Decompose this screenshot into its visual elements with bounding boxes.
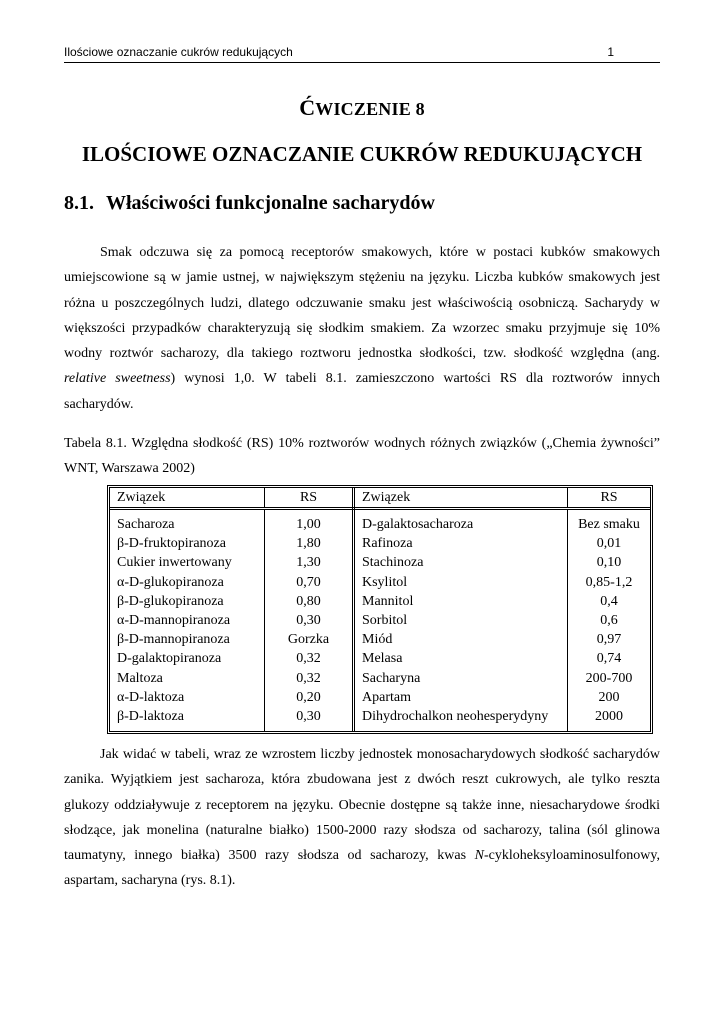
table-header-compound-left: Związek xyxy=(110,488,265,509)
table-cell: 200 xyxy=(598,689,620,705)
paragraph-intro-text-a: Smak odczuwa się za pomocą receptorów smakowych, które w postaci kubków smakowych umiejscowione są w jamie ustnej, w największym stężeniu na języku. Liczba kubków smakowych jest różna u poszczególnych ludzi, dlatego odczuwanie smaku jest właściwością osobniczą. Sacharydy w większości przypadków charakteryzują się słodkim smakiem. Za wzorzec smaku przyjmuje się 10% wodny roztwór sacharozy, dla takiego roztworu jednostka słodkości, tzw. słodkość względna (ang. xyxy=(64,245,660,362)
right-compound-column xyxy=(354,509,568,732)
table-cell: Maltoza xyxy=(117,670,163,686)
table-caption: Tabela 8.1. Względna słodkość (RS) 10% roztworów wodnych różnych związków („Chemia żywności” WNT, Warszawa 2002) xyxy=(64,436,660,476)
table-cell: Mannitol xyxy=(362,593,414,609)
table-cell: β-D-laktoza xyxy=(117,708,184,724)
table-cell: α-D-glukopiranoza xyxy=(117,574,224,590)
left-compound-column xyxy=(110,509,265,732)
section-title: Właściwości funkcjonalne sacharydów xyxy=(106,192,435,214)
table-cell: Gorzka xyxy=(287,632,330,648)
chapter-heading xyxy=(64,96,660,121)
table-cell: 0,32 xyxy=(296,670,321,686)
paragraph-discussion-text-a: Jak widać w tabeli, wraz ze wzrostem liczby jednostek monosacharydowych słodkość sacharydów zanika. Wyjątkiem jest sacharoza, która zbudowana jest z dwóch reszt cukrowych, ale tylko reszta glukozy oddziaływuje z receptorem na języku. Obecnie dostępne są także inne, niesacharydowe środki słodzące, jak monelina (naturalne białko) 1500-2000 razy słodsza od sacharozy, talina (sól glinowa taumatyny, innego białka) 3500 razy słodsza od sacharozy, kwas xyxy=(64,747,660,864)
paragraph-intro-text-b: ) wynosi 1,0. W tabeli 8.1. zamieszczono wartości RS dla roztworów innych sacharydów. xyxy=(64,371,660,412)
table-cell: 0,74 xyxy=(596,651,622,667)
right-rs-column xyxy=(568,509,651,732)
table-cell: 1,00 xyxy=(296,517,321,532)
paragraph-discussion xyxy=(64,742,660,894)
table-cell: 0,85-1,2 xyxy=(585,574,633,590)
table-cell: 1,80 xyxy=(296,536,321,552)
document-title: ILOŚCIOWE OZNACZANIE CUKRÓW REDUKUJĄCYCH xyxy=(81,142,643,166)
running-header-title: Ilościowe oznaczanie cukrów redukujących xyxy=(64,45,293,59)
table-header-compound-right: Związek xyxy=(354,488,568,509)
table-cell: 2000 xyxy=(595,708,623,724)
table-cell: β-D-fruktopiranoza xyxy=(117,536,226,552)
table-cell: 0,32 xyxy=(296,651,321,667)
table-cell: 0,01 xyxy=(596,536,622,552)
table-cell: Apartam xyxy=(362,689,411,705)
table-cell: α-D-laktoza xyxy=(117,689,185,705)
table-cell: 0,70 xyxy=(296,574,321,590)
table-cell: Cukier inwertowany xyxy=(117,555,232,571)
table-cell: 0,20 xyxy=(296,689,321,705)
table-cell: Sorbitol xyxy=(362,612,408,628)
table-cell: β-D-mannopiranoza xyxy=(117,632,230,648)
table-cell: Sacharoza xyxy=(117,517,175,532)
table-cell: α-D-mannopiranoza xyxy=(117,612,231,628)
table-header-rs-right: RS xyxy=(568,488,651,509)
table-header-row xyxy=(110,488,650,509)
table-cell: 0,30 xyxy=(296,708,321,724)
paragraph-intro-italic: relative sweetness xyxy=(64,371,171,387)
table-cell: Bez smaku xyxy=(578,517,640,532)
table-cell: 0,30 xyxy=(296,612,321,628)
table-header-rs-left: RS xyxy=(265,488,354,509)
table-cell: 0,6 xyxy=(600,612,618,628)
table-cell: D-galaktopiranoza xyxy=(117,651,222,667)
paragraph-intro xyxy=(64,240,660,417)
paragraph-discussion-text-b: -cykloheksyloaminosulfonowy, aspartam, sacharyna (rys. 8.1). xyxy=(64,848,660,889)
table-cell: 0,4 xyxy=(600,593,618,609)
table-cell: D-galaktosacharoza xyxy=(362,517,474,532)
table-cell: Sacharyna xyxy=(362,670,421,686)
table-cell: 0,97 xyxy=(596,632,622,648)
table-cell: Dihydrochalkon neohesperydyny xyxy=(362,708,549,724)
table-cell: β-D-glukopiranoza xyxy=(117,593,224,609)
section-number: 8.1. xyxy=(64,192,94,214)
table-cell: Miód xyxy=(362,632,393,648)
paragraph-discussion-italic: N xyxy=(474,848,484,864)
running-header xyxy=(64,44,660,63)
table-cell: Ksylitol xyxy=(362,574,408,590)
table-cell: Stachinoza xyxy=(362,555,424,571)
section-heading xyxy=(64,189,660,217)
chapter-heading-rest: WICZENIE 8 xyxy=(315,99,425,119)
table-cell: 200-700 xyxy=(585,670,633,686)
table-cell: 1,30 xyxy=(296,555,321,571)
table-cell: Melasa xyxy=(362,651,403,667)
sweetness-table xyxy=(107,485,653,734)
table-cell: Rafinoza xyxy=(362,536,413,552)
chapter-heading-initial: Ć xyxy=(299,95,316,120)
table-cell: 0,80 xyxy=(296,593,321,609)
left-rs-column xyxy=(265,509,354,732)
page-number: 1 xyxy=(607,45,614,59)
table-cell: 0,10 xyxy=(596,555,622,571)
table-body-row xyxy=(110,509,650,732)
